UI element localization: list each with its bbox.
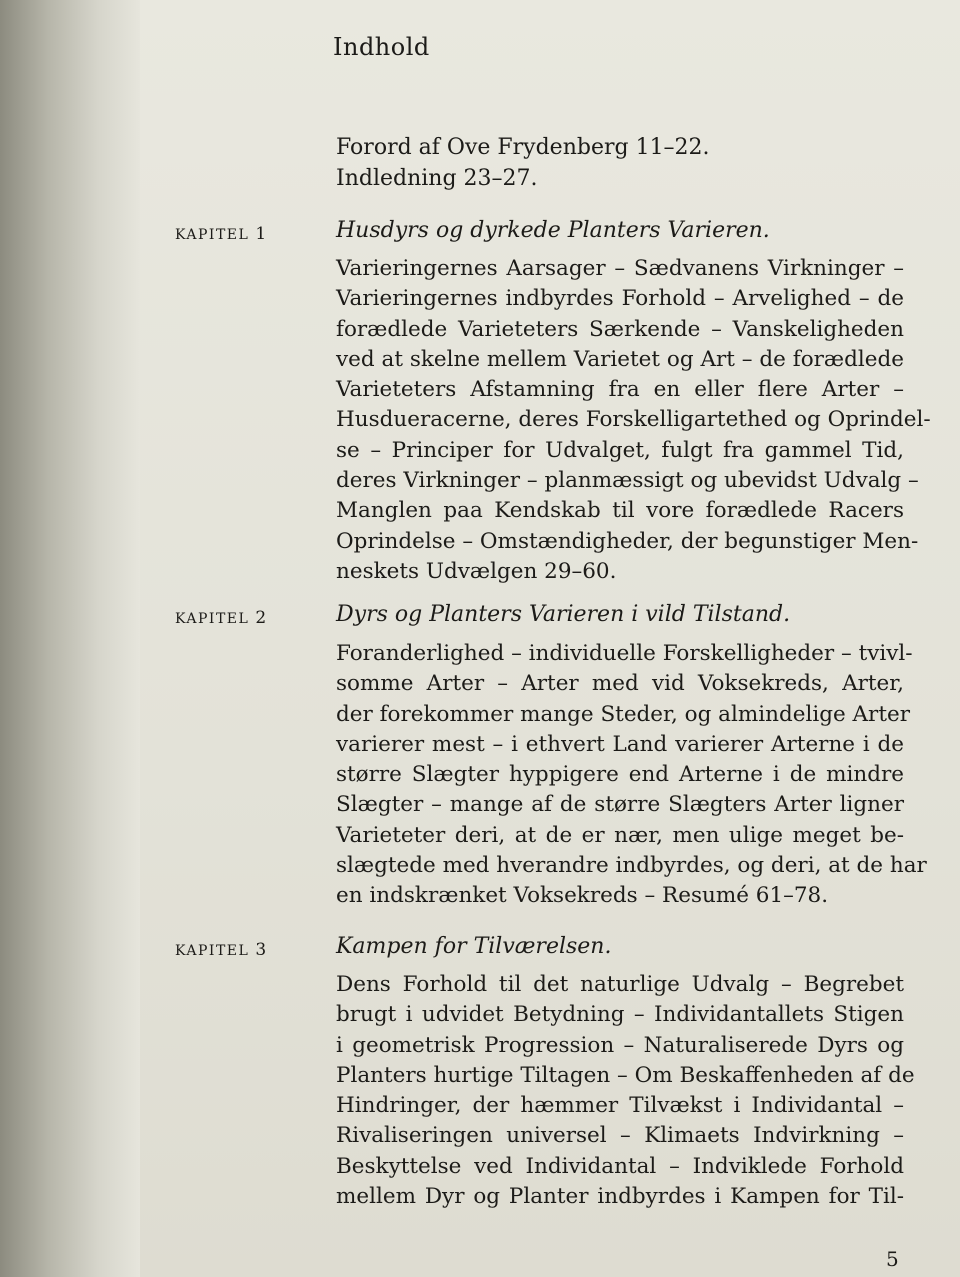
summary-line: i geometrisk Progression – Naturaliserede Dyrs og — [336, 1032, 904, 1058]
chapter-summary — [336, 254, 931, 587]
summary-line: Planters hurtige Tiltagen – Om Beskaffenheden af de — [336, 1062, 915, 1088]
summary-line: Dens Forhold til det naturlige Udvalg – Begrebet — [336, 972, 904, 997]
summary-line: Slægter – mange af de større Slægters Arter ligner — [336, 792, 904, 818]
summary-line: Varieteter deri, at de er nær, men ulige meget be- — [336, 822, 904, 848]
page-heading: Indhold — [333, 33, 430, 61]
page-number: 5 — [886, 1247, 899, 1271]
summary-line: se – Principer for Udvalget, fulgt fra gammel Tid, — [336, 437, 904, 463]
front-matter-entry-foreword: Forord af Ove Frydenberg 11–22. — [336, 135, 710, 160]
summary-line: Husdueracerne, deres Forskelligartethed og Oprindel- — [336, 407, 931, 433]
summary-line: ved at skelne mellem Varietet og Art – de forædlede — [336, 346, 904, 372]
summary-line: større Slægter hyppigere end Arterne i de mindre — [336, 762, 904, 788]
chapter-label — [175, 940, 266, 960]
chapter-summary — [336, 639, 927, 912]
chapter-label-text: KAPITEL — [175, 943, 250, 959]
summary-line: slægtede med hverandre indbyrdes, og deri, at de har — [336, 853, 927, 879]
summary-line: Manglen paa Kendskab til vore forædlede Racers — [336, 498, 904, 524]
summary-line: somme Arter – Arter med vid Voksekreds, Arter, — [336, 671, 904, 697]
summary-line: mellem Dyr og Planter indbyrdes i Kampen for Til- — [336, 1184, 904, 1210]
chapter-number: 1 — [255, 224, 267, 244]
chapter-title: Kampen for Tilværelsen. — [336, 934, 612, 959]
chapter-number: 2 — [255, 608, 267, 628]
summary-line: Varieringernes Aarsager – Sædvanens Virkninger – — [336, 256, 904, 281]
chapter-summary — [336, 970, 915, 1212]
summary-line: Beskyttelse ved Individantal – Indviklede Forhold — [336, 1153, 904, 1179]
chapter-label — [175, 608, 266, 628]
chapter-number: 3 — [255, 940, 267, 960]
summary-line: varierer mest – i ethvert Land varierer Arterne i de — [336, 731, 904, 757]
chapter-label-text: KAPITEL — [175, 611, 250, 627]
summary-line: en indskrænket Voksekreds – Resumé 61–78. — [336, 883, 829, 909]
chapter-label — [175, 224, 266, 244]
chapter-title: Dyrs og Planters Varieren i vild Tilstand. — [336, 602, 791, 627]
summary-line: Rivaliseringen universel – Klimaets Indvirkning – — [336, 1123, 904, 1149]
summary-line: deres Virkninger – planmæssigt og ubevidst Udvalg – — [336, 468, 919, 494]
front-matter-list — [336, 132, 710, 194]
front-matter-entry-introduction: Indledning 23–27. — [336, 166, 538, 191]
summary-line: Foranderlighed – individuelle Forskelligheder – tvivl- — [336, 641, 913, 666]
summary-line: der forekommer mange Steder, og almindelige Arter — [336, 701, 910, 727]
book-spine-shadow — [0, 0, 140, 1277]
chapter-title: Husdyrs og dyrkede Planters Varieren. — [336, 218, 770, 243]
summary-line: Varieringernes indbyrdes Forhold – Arvelighed – de — [336, 286, 904, 312]
summary-line: forædlede Varieteters Særkende – Vanskeligheden — [336, 316, 904, 342]
summary-line: Oprindelse – Omstændigheder, der begunstiger Men- — [336, 528, 919, 554]
summary-line: Hindringer, der hæmmer Tilvækst i Individantal – — [336, 1093, 904, 1119]
summary-line: neskets Udvælgen 29–60. — [336, 558, 617, 584]
chapter-label-text: KAPITEL — [175, 227, 250, 243]
summary-line: brugt i udvidet Betydning – Individantallets Stigen — [336, 1002, 904, 1028]
summary-line: Varieteters Afstamning fra en eller flere Arter – — [336, 377, 904, 403]
